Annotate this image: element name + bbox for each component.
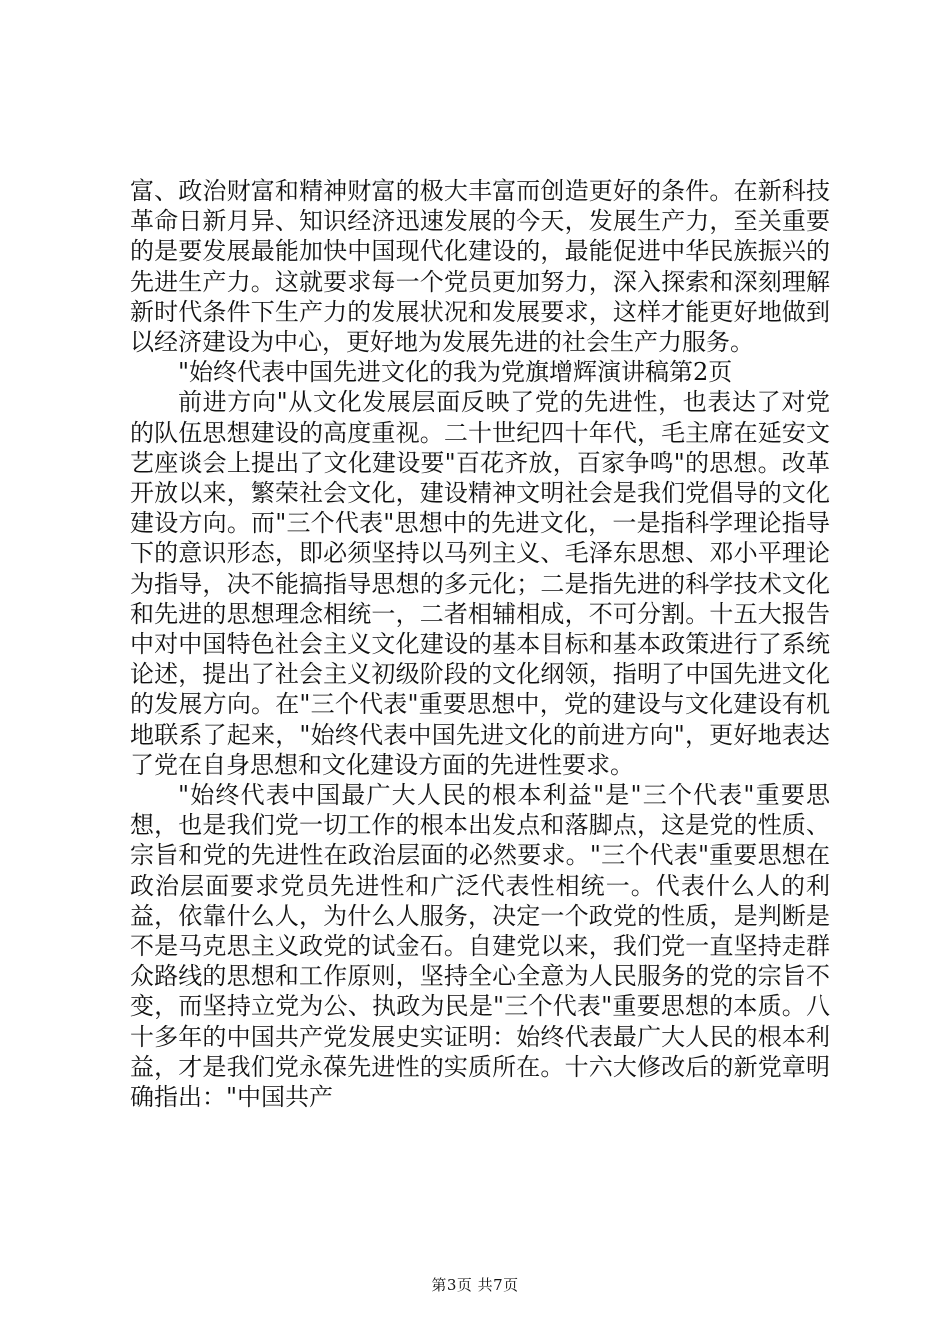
paragraph-productivity: 富、政治财富和精神财富的极大丰富而创造更好的条件。在新科技革命日新月异、知识经济迅速发展的今天，发展生产力，至关重要的是要发展最能加快中国现代化建设的，最能促进中华民族振兴的先进生产力。这就要求每一个党员更加努力，深入探索和深刻理解新时代条件下生产力的发展状况和发展要求，这样才能更好地做到以经济建设为中心，更好地为发展先进的社会生产力服务。	[130, 177, 830, 357]
paragraph-people-interests: "始终代表中国最广大人民的根本利益"是"三个代表"重要思想，也是我们党一切工作的根本出发点和落脚点，这是党的性质、宗旨和党的先进性在政治层面的必然要求。"三个代表"重要思想在政治层面要求党员先进性和广泛代表性相统一。代表什么人的利益，依靠什么人，为什么人服务，决定一个政党的性质，是判断是不是马克思主义政党的试金石。自建党以来，我们党一直坚持走群众路线的思想和工作原则，坚持全心全意为人民服务的党的宗旨不变，而坚持立党为公、执政为民是"三个代表"重要思想的本质。八十多年的中国共产党发展史实证明：始终代表最广大人民的根本利益，才是我们党永葆先进性的实质所在。十六大修改后的新党章明确指出："中国共产	[130, 781, 830, 1112]
paragraph-advanced-culture: 前进方向"从文化发展层面反映了党的先进性，也表达了对党的队伍思想建设的高度重视。二十世纪四十年代，毛主席在延安文艺座谈会上提出了文化建设要"百花齐放，百家争鸣"的思想。改革开放以来，繁荣社会文化，建设精神文明社会是我们党倡导的文化建设方向。而"三个代表"思想中的先进文化，一是指科学理论指导下的意识形态，即必须坚持以马列主义、毛泽东思想、邓小平理论为指导，决不能搞指导思想的多元化；二是指先进的科学技术文化和先进的思想理念相统一，二者相辅相成，不可分割。十五大报告中对中国特色社会主义文化建设的基本目标和基本政策进行了系统论述，提出了社会主义初级阶段的文化纲领，指明了中国先进文化的发展方向。在"三个代表"重要思想中，党的建设与文化建设有机地联系了起来，"始终代表中国先进文化的前进方向"，更好地表达了党在自身思想和文化建设方面的先进性要求。	[130, 388, 830, 779]
page-indicator: 第3页 共7页	[431, 1276, 519, 1294]
paragraph-section-heading: "始终代表中国先进文化的我为党旗增辉演讲稿第2页	[178, 358, 733, 387]
page-footer	[0, 1274, 950, 1295]
body-text	[130, 176, 830, 1112]
